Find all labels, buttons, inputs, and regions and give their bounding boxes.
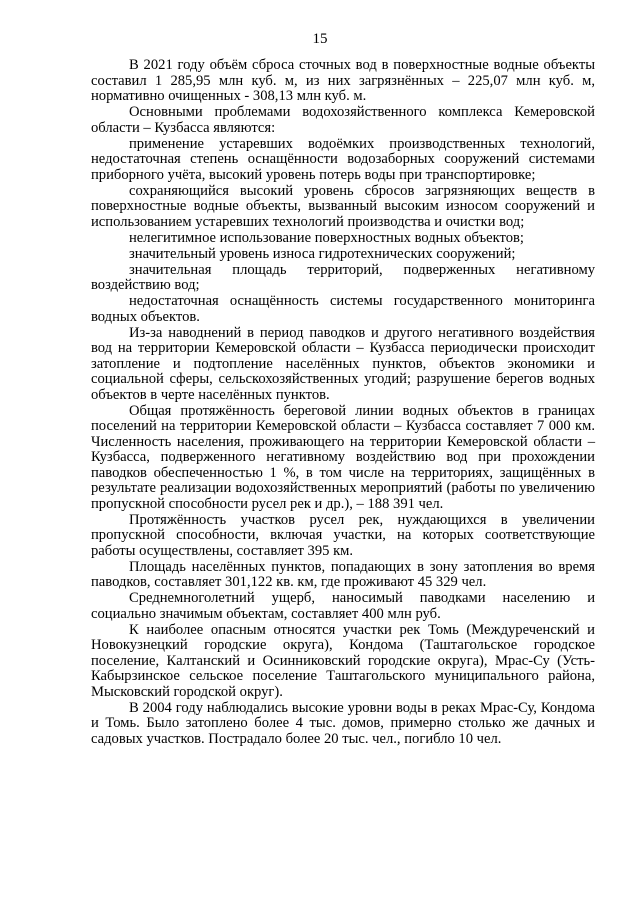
paragraph-main-problems-intro: Основными проблемами водохозяйственного комплекса Кемеровской области – Кузбасса являются: xyxy=(91,104,595,136)
paragraph-flooding: Из-за наводнений в период паводков и другого негативного воздействия вод на территории Кемеровской области – Кузбасса периодически происходит затопление и подтопление населённых пунктов, объектов экономики и социальной сферы, сельскохозяйственных угодий; разрушение берегов водных объектов в черте населённых пунктов. xyxy=(91,324,595,403)
list-item-monitoring-equipment: недостаточная оснащённость системы государственного мониторинга водных объектов. xyxy=(91,293,595,325)
paragraph-wastewater-discharge: В 2021 году объём сброса сточных вод в поверхностные водные объекты составил 1 285,95 млн куб. м, из них загрязнённых – 225,07 млн куб. м, нормативно очищенных - 308,13 млн куб. м. xyxy=(91,57,595,104)
paragraph-average-damage: Среднемноголетний ущерб, наносимый паводками населению и социально значимым объектам, составляет 400 млн руб. xyxy=(91,590,595,622)
list-item-hydraulic-wear: значительный уровень износа гидротехнических сооружений; xyxy=(129,245,516,262)
page-number: 15 xyxy=(312,31,328,47)
list-item-pollutant-discharges: сохраняющийся высокий уровень сбросов загрязняющих веществ в поверхностные водные объекты, вызванный высоким износом сооружений и использованием устаревших технологий производства и очистки вод; xyxy=(91,182,595,230)
list-item-negative-impact-area: значительная площадь территорий, подверженных негативному воздействию вод; xyxy=(91,261,595,293)
paragraph-flood-2004: В 2004 году наблюдались высокие уровни воды в реках Мрас-Су, Кондома и Томь. Было затоплено более 4 тыс. домов, примерно столько же дачных и садовых участков. Пострадало более 20 тыс. чел., погибло 10 чел. xyxy=(91,699,595,747)
body-text xyxy=(91,58,595,747)
paragraph-flood-zone-area: Площадь населённых пунктов, попадающих в зону затопления во время паводков, составляет 301,122 кв. км, где проживают 45 329 чел. xyxy=(91,558,595,590)
paragraph-shoreline-length: Общая протяжённость береговой линии водных объектов в границах поселений на территории Кемеровской области – Кузбасса составляет 7 000 км. Численность населения, проживающего на территории Кемеровской области – Кузбасса, подверженного негативному воздействию вод при прохождении паводков обеспеченностью 1 %, в том числе на территориях, защищённых в результате реализации водохозяйственных мероприятий (работы по увеличению пропускной способности русел рек и др.), – 188 391 чел. xyxy=(91,402,595,512)
list-item-outdated-technologies: применение устаревших водоёмких производственных технологий, недостаточная степень оснащённости водозаборных сооружений системами приборного учёта, высокий уровень потерь воды при транспортировке; xyxy=(91,135,595,183)
paragraph-dangerous-river-sections: К наиболее опасным относятся участки рек Томь (Междуреченский и Новокузнецкий городские округа), Кондома (Таштагольское городское поселение, Калтанский и Осинниковский городские округа), Мрас-Су (Усть-Кабырзинское сельское поселение Таштагольского муниципального района, Мысковский городской округ). xyxy=(91,621,595,700)
list-item-illegitimate-use: нелегитимное использование поверхностных водных объектов; xyxy=(129,229,524,246)
paragraph-riverbed-sections: Протяжённость участков русел рек, нуждающихся в увеличении пропускной способности, включая участки, на которых соответствующие работы осуществлены, составляет 395 км. xyxy=(91,511,595,559)
